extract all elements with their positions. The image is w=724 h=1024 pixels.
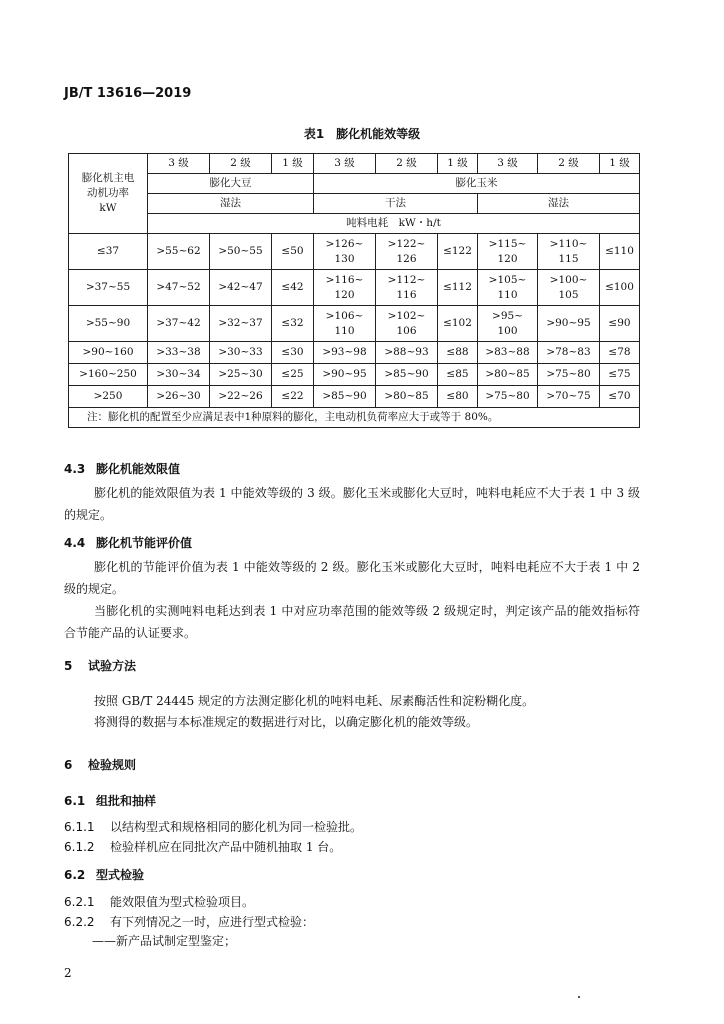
section-number: 4.4 xyxy=(64,536,86,550)
value-cell: >75~80 xyxy=(478,386,538,408)
value-cell: >80~85 xyxy=(478,364,538,386)
value-cell: ≤122 xyxy=(438,234,478,270)
value-cell: >30~34 xyxy=(148,364,210,386)
material-header-soybean: 膨化大豆 xyxy=(148,174,314,194)
clause-6-2-2 xyxy=(64,913,314,930)
section-6-1-heading xyxy=(64,792,156,809)
value-cell: ≤80 xyxy=(438,386,478,408)
clause-text: 能效限值为型式检验项目。 xyxy=(110,895,255,909)
value-cell: >42~47 xyxy=(210,270,272,306)
section-title: 组批和抽样 xyxy=(96,794,157,808)
section-number: 6.1 xyxy=(64,794,86,808)
value-cell: >78~83 xyxy=(538,342,600,364)
value-line: >105~ xyxy=(488,273,527,286)
value-cell: >37~42 xyxy=(148,306,210,342)
value-cell xyxy=(376,234,438,270)
value-line: >106~ xyxy=(325,309,364,322)
value-cell: ≤85 xyxy=(438,364,478,386)
row-header-cell xyxy=(69,154,148,234)
clause-text: 检验样机应在同批次产品中随机抽取 1 台。 xyxy=(110,840,342,854)
value-line: 110 xyxy=(497,288,518,301)
value-cell xyxy=(538,270,600,306)
section-6-heading xyxy=(64,756,136,773)
grade-header: 1 级 xyxy=(272,154,314,174)
value-line: 126 xyxy=(396,252,417,265)
value-cell: ≤110 xyxy=(600,234,640,270)
energy-efficiency-table xyxy=(68,153,640,428)
value-cell: >88~93 xyxy=(376,342,438,364)
value-cell: ≤30 xyxy=(272,342,314,364)
clause-6-1-2 xyxy=(64,838,341,855)
value-cell xyxy=(376,270,438,306)
value-cell xyxy=(478,306,538,342)
clause-number: 6.2.1 xyxy=(64,895,95,909)
row-header-line: kW xyxy=(99,202,117,214)
grade-header: 2 级 xyxy=(376,154,438,174)
value-line: >110~ xyxy=(549,237,588,250)
value-cell xyxy=(538,234,600,270)
table-note: 注：膨化机的配置至少应满足表中1种原料的膨化，主电动机负荷率应大于或等于 80%。 xyxy=(69,408,640,428)
value-cell xyxy=(478,234,538,270)
value-cell: >80~85 xyxy=(376,386,438,408)
value-cell: ≤50 xyxy=(272,234,314,270)
value-line: 116 xyxy=(396,288,417,301)
power-cell: >90~160 xyxy=(69,342,148,364)
value-cell: >83~88 xyxy=(478,342,538,364)
value-cell: >32~37 xyxy=(210,306,272,342)
unit-header: 吨料电耗 kW・h/t xyxy=(148,214,640,234)
value-cell: >33~38 xyxy=(148,342,210,364)
clause-number: 6.1.1 xyxy=(64,820,95,834)
value-line: >115~ xyxy=(488,237,527,250)
section-title: 试验方法 xyxy=(88,659,137,673)
value-cell: >93~98 xyxy=(314,342,376,364)
value-line: 130 xyxy=(334,252,355,265)
value-line: 120 xyxy=(334,288,355,301)
value-line: 115 xyxy=(558,252,579,265)
section-5-paragraph-2: 将测得的数据与本标准规定的数据进行对比，以确定膨化机的能效等级。 xyxy=(94,715,479,729)
value-cell: ≤100 xyxy=(600,270,640,306)
section-number: 5 xyxy=(64,659,73,673)
value-line: 105 xyxy=(558,288,579,301)
standard-number: JB/T 13616—2019 xyxy=(64,86,192,101)
section-4-3-paragraph: 膨化机的能效限值为表 1 中能效等级的 3 级。膨化玉米或膨化大豆时，吨料电耗应不大于表 1 中 3 级的规定。 xyxy=(64,486,640,522)
value-line: >102~ xyxy=(387,309,426,322)
section-title: 膨化机节能评价值 xyxy=(96,536,193,550)
value-cell: >47~52 xyxy=(148,270,210,306)
method-header-dry: 干法 xyxy=(314,194,478,214)
value-cell xyxy=(314,234,376,270)
value-cell: >25~30 xyxy=(210,364,272,386)
row-header-line: 膨化机主电 xyxy=(81,172,135,184)
value-cell: >26~30 xyxy=(148,386,210,408)
table-title: 表1 膨化机能效等级 xyxy=(303,127,421,141)
list-item-dash: ——新产品试制定型鉴定； xyxy=(92,934,237,948)
value-cell: >75~80 xyxy=(538,364,600,386)
power-cell: ≤37 xyxy=(69,234,148,270)
value-line: >116~ xyxy=(325,273,364,286)
table-row xyxy=(69,270,640,306)
section-6-2-heading xyxy=(64,866,144,883)
value-cell: ≤78 xyxy=(600,342,640,364)
value-cell: >55~62 xyxy=(148,234,210,270)
value-cell: ≤90 xyxy=(600,306,640,342)
section-title: 膨化机能效限值 xyxy=(96,462,181,476)
value-cell: ≤102 xyxy=(438,306,478,342)
value-cell: >90~95 xyxy=(538,306,600,342)
grade-header: 2 级 xyxy=(538,154,600,174)
value-cell: >85~90 xyxy=(376,364,438,386)
table-row xyxy=(69,342,640,364)
section-number: 6.2 xyxy=(64,868,86,882)
value-line: >95~ xyxy=(492,309,523,322)
scan-speck xyxy=(578,996,580,998)
power-cell: >55~90 xyxy=(69,306,148,342)
value-cell xyxy=(376,306,438,342)
clause-text: 有下列情况之一时，应进行型式检验： xyxy=(110,915,315,929)
power-cell: >160~250 xyxy=(69,364,148,386)
table-body xyxy=(69,234,640,408)
value-cell: ≤70 xyxy=(600,386,640,408)
value-line: >126~ xyxy=(325,237,364,250)
method-header-wet: 湿法 xyxy=(478,194,640,214)
material-header-corn: 膨化玉米 xyxy=(314,174,640,194)
page-number: 2 xyxy=(64,966,72,980)
grade-header: 3 级 xyxy=(148,154,210,174)
table-row xyxy=(69,306,640,342)
value-cell: >22~26 xyxy=(210,386,272,408)
value-cell xyxy=(314,270,376,306)
value-line: >112~ xyxy=(387,273,426,286)
value-cell: >30~33 xyxy=(210,342,272,364)
grade-header: 1 级 xyxy=(438,154,478,174)
value-line: 100 xyxy=(497,324,518,337)
value-line: 106 xyxy=(396,324,417,337)
section-4-4-paragraph-1: 膨化机的节能评价值为表 1 中能效等级的 2 级。膨化玉米或膨化大豆时，吨料电耗应不大于表 1 中 2 级的规定。 xyxy=(64,560,640,596)
method-header-wet: 湿法 xyxy=(148,194,314,214)
value-line: >122~ xyxy=(387,237,426,250)
value-cell xyxy=(314,306,376,342)
table-row xyxy=(69,364,640,386)
section-number: 6 xyxy=(64,758,73,772)
clause-text: 以结构型式和规格相同的膨化机为同一检验批。 xyxy=(110,820,363,834)
clause-6-1-1 xyxy=(64,818,362,835)
section-4-3-heading xyxy=(64,460,180,477)
section-5-heading xyxy=(64,657,136,674)
section-4-4-heading xyxy=(64,534,192,551)
value-cell: >90~95 xyxy=(314,364,376,386)
value-cell: ≤32 xyxy=(272,306,314,342)
row-header-line: 动机功率 xyxy=(87,187,129,199)
section-4-4-paragraph-2: 当膨化机的实测吨料电耗达到表 1 中对应功率范围的能效等级 2 级规定时，判定该产品的能效指标符合节能产品的认证要求。 xyxy=(64,604,640,640)
section-5-paragraph-1: 按照 GB/T 24445 规定的方法测定膨化机的吨料电耗、尿素酶活性和淀粉糊化度。 xyxy=(94,694,535,708)
grade-header: 1 级 xyxy=(600,154,640,174)
clause-6-2-1 xyxy=(64,893,254,910)
table-row xyxy=(69,386,640,408)
value-cell: ≤22 xyxy=(272,386,314,408)
value-cell: ≤25 xyxy=(272,364,314,386)
value-cell xyxy=(478,270,538,306)
section-title: 检验规则 xyxy=(88,758,137,772)
section-number: 4.3 xyxy=(64,462,86,476)
value-cell: ≤112 xyxy=(438,270,478,306)
value-cell: ≤42 xyxy=(272,270,314,306)
value-cell: ≤88 xyxy=(438,342,478,364)
table-row xyxy=(69,234,640,270)
grade-header: 3 级 xyxy=(314,154,376,174)
value-line: 120 xyxy=(497,252,518,265)
value-cell: >85~90 xyxy=(314,386,376,408)
value-cell: ≤75 xyxy=(600,364,640,386)
clause-number: 6.1.2 xyxy=(64,840,95,854)
value-line: 110 xyxy=(334,324,355,337)
value-cell: >70~75 xyxy=(538,386,600,408)
value-cell: >50~55 xyxy=(210,234,272,270)
power-cell: >37~55 xyxy=(69,270,148,306)
grade-header: 3 级 xyxy=(478,154,538,174)
value-line: >100~ xyxy=(549,273,588,286)
grade-header: 2 级 xyxy=(210,154,272,174)
section-title: 型式检验 xyxy=(96,868,145,882)
power-cell: >250 xyxy=(69,386,148,408)
clause-number: 6.2.2 xyxy=(64,915,95,929)
